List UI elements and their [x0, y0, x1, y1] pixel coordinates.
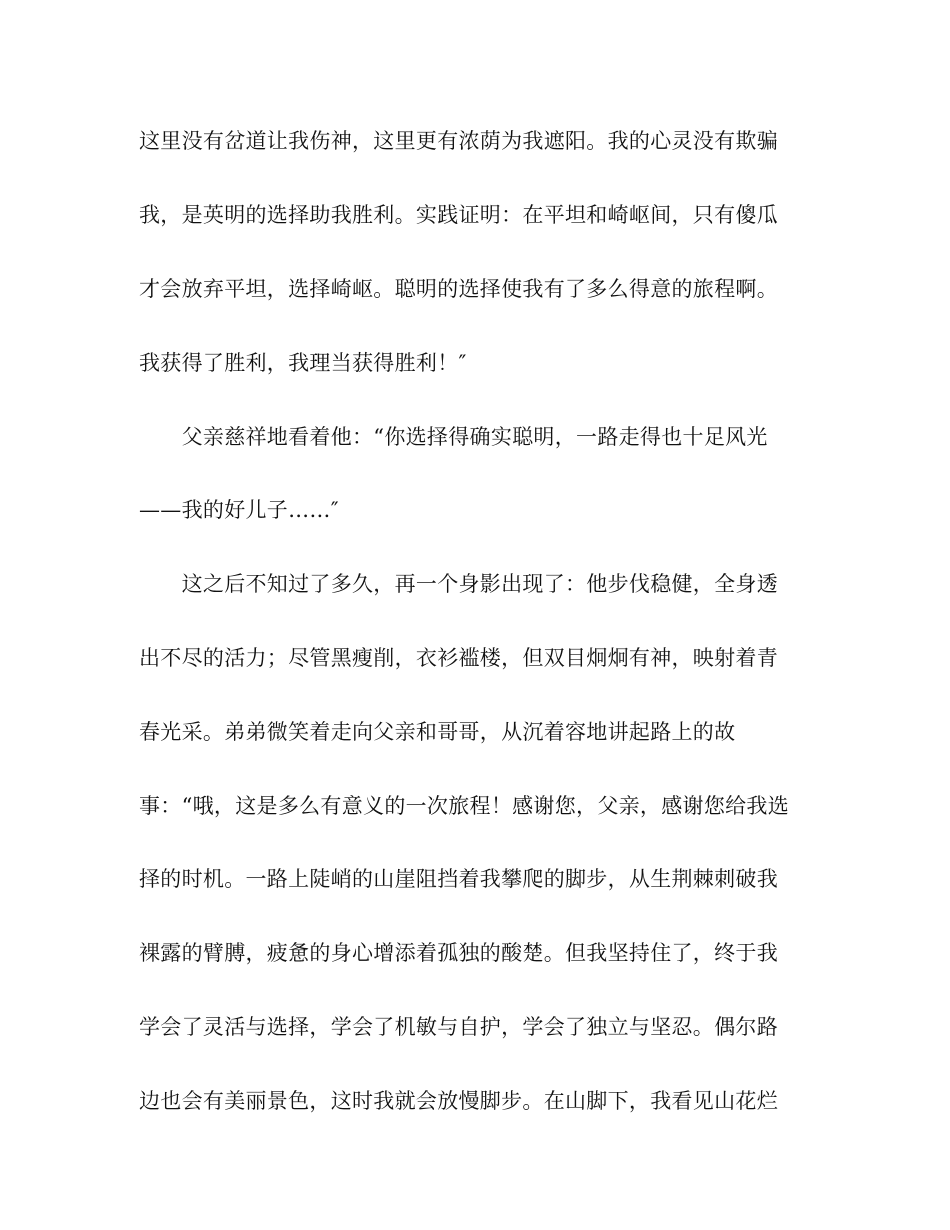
text-line-11: 择的时机。一路上陡峭的山崖阻挡着我攀爬的脚步，从生荆棘刺破我 — [139, 867, 778, 891]
text-line-3: 才会放弃平坦，选择崎岖。聪明的选择使我有了多么得意的旅程啊。 — [139, 277, 778, 301]
text-line-7: 这之后不知过了多久，再一个身影出现了：他步伐稳健，全身透 — [139, 572, 778, 596]
text-line-1: 这里没有岔道让我伤神，这里更有浓荫为我遮阳。我的心灵没有欺骗 — [139, 129, 778, 153]
text-line-2: 我，是英明的选择助我胜利。实践证明：在平坦和崎岖间，只有傻瓜 — [139, 203, 778, 227]
text-line-8: 出不尽的活力；尽管黑瘦削，衣衫褴楼，但双目炯炯有神，映射着青 — [139, 646, 778, 670]
text-line-10: 事：“哦，这是多么有意义的一次旅程！感谢您，父亲，感谢您给我选 — [139, 794, 790, 818]
text-line-12: 裸露的臂膊，疲惫的身心增添着孤独的酸楚。但我坚持住了，终于我 — [139, 941, 778, 965]
text-line-5: 父亲慈祥地看着他：“你选择得确实聪明，一路走得也十足风光 — [139, 425, 768, 449]
text-line-6: ——我的好儿子……″ — [139, 498, 339, 522]
text-line-9: 春光采。弟弟微笑着走向父亲和哥哥，从沉着容地讲起路上的故 — [139, 720, 736, 744]
text-line-4: 我获得了胜利，我理当获得胜利！″ — [139, 351, 467, 375]
text-line-13: 学会了灵活与选择，学会了机敏与自护，学会了独立与坚忍。偶尔路 — [139, 1015, 778, 1039]
text-line-14: 边也会有美丽景色，这时我就会放慢脚步。在山脚下，我看见山花烂 — [139, 1089, 778, 1113]
